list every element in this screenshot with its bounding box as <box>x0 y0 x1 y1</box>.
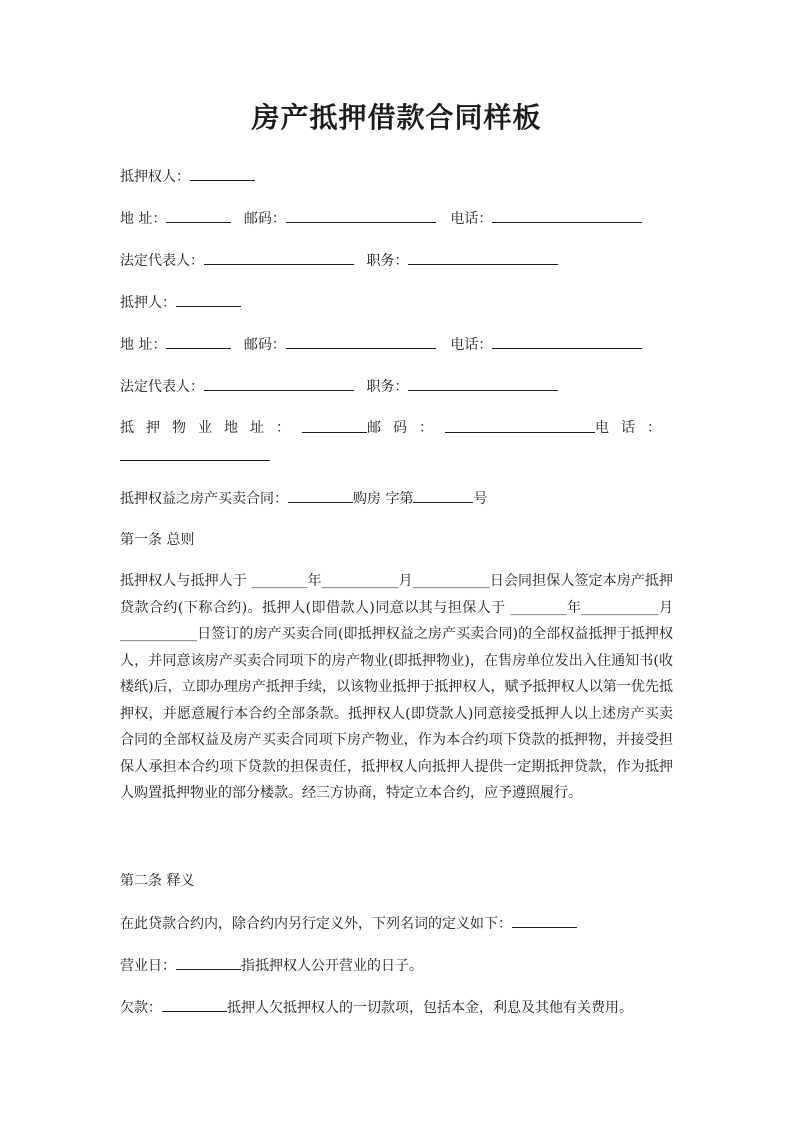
arrears-def: 抵押人欠抵押权人的一切款项，包括本金，利息及其他有关费用。 <box>227 1000 633 1016</box>
business-day-def: 指抵押权人公开营业的日子。 <box>241 958 423 974</box>
arrears-label: 欠款： <box>120 1000 162 1016</box>
mortgagee-rep-line <box>120 250 673 271</box>
mortgagee-blank[interactable] <box>190 166 255 181</box>
mortgagor-position-label: 职务： <box>366 379 409 395</box>
mortgagee-address-label: 地 址： <box>120 211 167 227</box>
contract-ref-suffix: 号 <box>473 491 488 507</box>
contract-ref-prefix: 抵押权益之房产买卖合同： <box>120 491 288 507</box>
mortgagee-phone-label: 电话： <box>450 211 493 227</box>
property-address-blank[interactable] <box>302 418 367 433</box>
business-day-blank[interactable] <box>176 955 241 970</box>
document-title: 房产抵押借款合同样板 <box>251 101 542 134</box>
mortgagee-position-blank[interactable] <box>408 250 558 265</box>
contract-ref-middle: 购房 字第 <box>353 491 414 507</box>
contract-ref-line <box>120 488 673 509</box>
article2-heading: 第二条 释义 <box>120 873 195 889</box>
mortgagor-legal-rep-label: 法定代表人： <box>120 379 204 395</box>
property-address-label: 抵押物业地址： <box>120 420 302 436</box>
mortgagor-phone-label: 电话： <box>450 337 493 353</box>
mortgagor-legal-rep-blank[interactable] <box>204 376 354 391</box>
mortgagor-line <box>120 292 673 313</box>
mortgagor-rep-line <box>120 376 673 397</box>
business-day-label: 营业日： <box>120 958 176 974</box>
mortgagee-label: 抵押权人： <box>120 169 190 185</box>
contract-ref-blank-1[interactable] <box>288 488 353 503</box>
mortgagor-position-blank[interactable] <box>408 376 558 391</box>
mortgagee-postcode-blank[interactable] <box>286 208 436 223</box>
property-phone-blank[interactable] <box>120 446 270 461</box>
mortgagee-legal-rep-blank[interactable] <box>204 250 354 265</box>
article2-intro-blank[interactable] <box>512 913 577 928</box>
mortgagor-postcode-label: 邮码： <box>243 337 286 353</box>
article1-body: 抵押权人与抵押人于 ________年___________月___________日会同担保人签定本房产抵押贷款合约(下称合约)。抵押人(即借款人)同意以其与担保人于 ________年___________月___________日签订的房产买卖合同(即抵押权益之房产买卖合同)的全部权益抵押于抵押权人，并同意该房产买卖合同项下的房产物业(即抵押物业)，在售房单位发出入住通知书(收楼纸)后，立即办理房产抵押手续，以该物业抵押于抵押权人，赋予抵押权人以第一优先抵押权，并愿意履行本合约全部条款。抵押权人(即贷款人)同意接受抵押人以上述房产买卖合同的全部权益及房产买卖合同项下房产物业，作为本合约项下贷款的抵押物，并接受担保人承担本合约项下贷款的担保责任，抵押权人向抵押人提供一定期抵押贷款，作为抵押人购置抵押物业的部分楼款。经三方协商，特定立本合约，应予遵照履行。 <box>120 573 673 801</box>
mortgagee-position-label: 职务： <box>366 253 409 269</box>
mortgagee-contact-line <box>120 208 673 229</box>
business-day-line <box>120 955 673 976</box>
contract-ref-blank-2[interactable] <box>413 488 473 503</box>
property-phone-label: 电话： <box>595 420 673 436</box>
mortgagee-line <box>120 166 673 187</box>
article1-heading: 第一条 总则 <box>120 532 195 548</box>
mortgagor-postcode-blank[interactable] <box>286 334 436 349</box>
mortgagor-phone-blank[interactable] <box>492 334 642 349</box>
property-line <box>120 418 673 438</box>
arrears-blank[interactable] <box>162 997 227 1012</box>
mortgagor-blank[interactable] <box>176 292 241 307</box>
mortgagor-address-label: 地 址： <box>120 337 167 353</box>
property-postcode-label: 邮码： <box>367 420 445 436</box>
mortgagee-address-blank[interactable] <box>166 208 231 223</box>
mortgagor-label: 抵押人： <box>120 295 176 311</box>
mortgagee-postcode-label: 邮码： <box>243 211 286 227</box>
mortgagor-address-blank[interactable] <box>166 334 231 349</box>
mortgagor-contact-line <box>120 334 673 355</box>
property-postcode-blank[interactable] <box>445 418 595 433</box>
article2-intro: 在此贷款合约内，除合约内另行定义外，下列名词的定义如下： <box>120 916 512 932</box>
property-phone-line <box>120 446 673 467</box>
article2-intro-line <box>120 913 673 934</box>
mortgagee-legal-rep-label: 法定代表人： <box>120 253 204 269</box>
mortgagee-phone-blank[interactable] <box>492 208 642 223</box>
arrears-line <box>120 997 673 1018</box>
